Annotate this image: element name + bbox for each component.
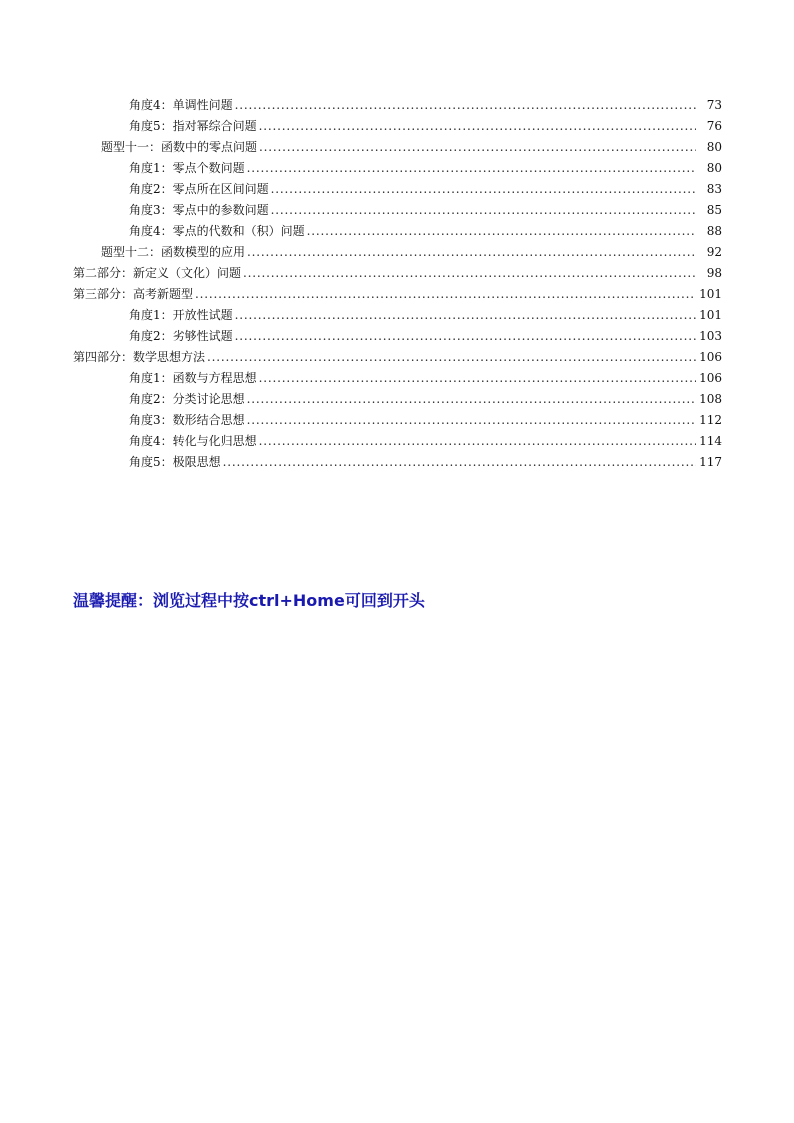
toc-entry-label: 题型十二：函数模型的应用	[101, 245, 246, 259]
toc-entry[interactable]	[129, 179, 794, 200]
toc-entry-label: 第四部分：数学思想方法	[73, 350, 206, 364]
toc-entry-page: 103	[699, 329, 722, 343]
toc-entry-page: 108	[699, 392, 722, 406]
toc-entry-label: 角度3：数形结合思想	[129, 413, 245, 427]
ctrl-home-reminder: 温馨提醒：浏览过程中按ctrl+Home可回到开头	[73, 591, 425, 610]
toc-entry[interactable]	[129, 116, 794, 137]
toc-dot-leader	[195, 284, 696, 305]
toc-dot-leader	[207, 347, 696, 368]
toc-entry-page: 106	[699, 371, 722, 385]
toc-entry-label: 角度1：开放性试题	[129, 308, 233, 322]
toc-entry[interactable]	[129, 221, 794, 242]
toc-entry-label: 角度5：极限思想	[129, 455, 221, 469]
table-of-contents	[0, 95, 794, 473]
toc-entry-page: 114	[699, 434, 722, 448]
toc-entry-page: 83	[706, 182, 722, 196]
toc-dot-leader	[235, 95, 696, 116]
toc-dot-leader	[247, 389, 696, 410]
toc-dot-leader	[271, 179, 696, 200]
toc-entry[interactable]	[129, 431, 794, 452]
toc-entry[interactable]	[129, 326, 794, 347]
toc-entry-page: 98	[706, 266, 722, 280]
toc-entry-label: 第二部分：新定义（文化）问题	[73, 266, 242, 280]
toc-dot-leader	[259, 368, 696, 389]
toc-entry-label: 第三部分：高考新题型	[73, 287, 194, 301]
toc-entry[interactable]	[129, 368, 794, 389]
toc-entry[interactable]	[129, 200, 794, 221]
toc-entry[interactable]	[101, 242, 794, 263]
toc-dot-leader	[307, 221, 696, 242]
toc-entry-page: 76	[706, 119, 722, 133]
toc-entry[interactable]	[129, 452, 794, 473]
toc-dot-leader	[259, 137, 696, 158]
toc-dot-leader	[247, 158, 696, 179]
toc-dot-leader	[247, 242, 696, 263]
toc-entry-label: 题型十一：函数中的零点问题	[101, 140, 258, 154]
toc-dot-leader	[235, 326, 696, 347]
toc-entry[interactable]	[73, 263, 794, 284]
toc-dot-leader	[223, 452, 696, 473]
toc-entry-page: 117	[699, 455, 722, 469]
toc-entry-page: 80	[706, 140, 722, 154]
toc-entry-page: 73	[706, 98, 722, 112]
toc-dot-leader	[243, 263, 696, 284]
toc-entry[interactable]	[73, 347, 794, 368]
toc-entry-label: 角度3：零点中的参数问题	[129, 203, 269, 217]
toc-entry[interactable]	[129, 305, 794, 326]
toc-entry-label: 角度2：劣够性试题	[129, 329, 233, 343]
toc-entry-page: 80	[706, 161, 722, 175]
toc-entry-label: 角度1：零点个数问题	[129, 161, 245, 175]
toc-dot-leader	[271, 200, 696, 221]
toc-entry-label: 角度4：零点的代数和（积）问题	[129, 224, 305, 238]
toc-entry-label: 角度2：分类讨论思想	[129, 392, 245, 406]
toc-entry-label: 角度1：函数与方程思想	[129, 371, 257, 385]
toc-dot-leader	[235, 305, 696, 326]
toc-dot-leader	[259, 431, 696, 452]
toc-entry-page: 92	[706, 245, 722, 259]
toc-dot-leader	[247, 410, 696, 431]
toc-entry-label: 角度4：单调性问题	[129, 98, 233, 112]
toc-entry[interactable]	[129, 95, 794, 116]
toc-entry-label: 角度2：零点所在区间问题	[129, 182, 269, 196]
toc-entry[interactable]	[129, 389, 794, 410]
toc-entry-page: 106	[699, 350, 722, 364]
toc-entry[interactable]	[101, 137, 794, 158]
toc-entry-label: 角度5：指对幂综合问题	[129, 119, 257, 133]
toc-entry-page: 112	[699, 413, 722, 427]
toc-entry[interactable]	[73, 284, 794, 305]
toc-entry-label: 角度4：转化与化归思想	[129, 434, 257, 448]
toc-entry[interactable]	[129, 410, 794, 431]
toc-entry-page: 85	[706, 203, 722, 217]
toc-entry-page: 101	[699, 287, 722, 301]
toc-entry-page: 101	[699, 308, 722, 322]
toc-dot-leader	[259, 116, 696, 137]
toc-entry[interactable]	[129, 158, 794, 179]
toc-entry-page: 88	[706, 224, 722, 238]
